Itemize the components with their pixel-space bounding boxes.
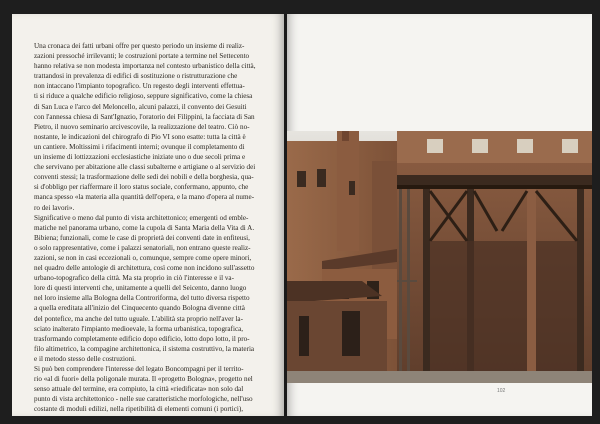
text-line: rio «al di fuori» della poligonale murata. Il «progetto Bologna», progetto nel — [34, 375, 253, 384]
text-line: Bibiena; funzionali, come le case di proprietà dei conventi date in enfiteusi, — [34, 233, 250, 242]
text-line: Significative o meno dal punto di vista architettonico; emergenti od emble- — [34, 213, 249, 222]
text-line: ti si riduce a qualche edificio religioso, seppure significativo, come la chiesa — [34, 92, 253, 101]
body-text — [34, 41, 272, 414]
text-line: senso attuale del termine, era compiuto, la città «riedificata» non solo dal — [34, 385, 244, 394]
photo-caption: 102 — [497, 388, 506, 394]
text-line: Una cronaca dei fatti urbani offre per questo periodo un insieme di realiz- — [34, 42, 245, 50]
text-line: un insieme di lottizzazioni ecclesiastiche iniziate uno o due secoli prima e — [34, 153, 246, 162]
text-line: urbano-topografico della città. Ma sta proprio in ciò l'interesse e il va- — [34, 274, 234, 283]
text-line: zazioni, se non in casi eccezionali o, comunque, sempre come opere minori, — [34, 253, 252, 262]
text-line: Pietro, il nuovo seminario arcivescovile, la realizzazione del teatro. Ciò no- — [34, 122, 250, 131]
text-line: manca spesso «la materia alla quantità dell'opera, e la mano d'opera al nume- — [34, 193, 255, 202]
text-line: Si può ben comprendere l'interesse del legato Boncompagni per il territo- — [34, 365, 244, 373]
text-line: che servivano per abitazione alle classi subalterne e artigiane o al servizio dei — [34, 163, 256, 172]
text-line: sciato inalterato l'impianto medioevale, la forma urbanistica, topografica, — [34, 324, 244, 333]
text-line: nel loro insieme alla Bologna della Controriforma, del tutto diversa rispetto — [34, 294, 250, 303]
text-line: o solo rappresentative, come i palazzi senatoriali, non entrano queste realiz- — [34, 243, 251, 252]
text-line: lore di questi interventi che, unitamente a quelli del Seicento, danno luogo — [34, 284, 247, 293]
text-line: si d'obbligo per riaffermare il loro status sociale, confermano, appunto, che — [34, 183, 249, 192]
text-line: del pontefice, ma anche del tutto uguale. L'abilità sta proprio nell'aver la- — [34, 314, 243, 323]
photo-historic-building-icon — [287, 131, 592, 383]
left-page — [12, 14, 284, 416]
text-line: un cantiere. Moltissimi i rifacimenti interni; ovunque il completamento di — [34, 142, 245, 151]
text-line: zazioni pressoché irrilevanti; le costruzioni portate a termine nel Settecento — [34, 52, 250, 61]
text-line: con l'annessa chiesa di Sant'Ignazio, l'oratorio dei Filippini, la facciata di San — [34, 112, 255, 121]
text-line: non intaccano l'impianto topografico. Un regesto degli interventi effettua- — [34, 82, 245, 91]
text-line: hanno relativa se non modesta importanza nel contesto urbanistico della città, — [34, 62, 256, 71]
text-line: trasformando completamente edificio dopo edificio, lotto dopo lotto, il pro- — [34, 334, 250, 343]
text-line: nel quadro delle antologie di architettura, così come non incidono sull'assetto — [34, 264, 255, 273]
text-line: costante di moduli edilizi, nella ripetibilità di elementi comuni (i portici), — [34, 405, 244, 414]
text-line: conventi stessi; la trasformazione delle sedi dei nobili e della borghesia, qua- — [34, 173, 254, 182]
text-line: trattandosi in prevalenza di edifici di sostituzione o ristrutturazione che — [34, 72, 238, 81]
text-line: nostante, le indicazioni del chirografo di Pio VI sono esatte: tutta la città è — [34, 132, 246, 141]
photo-historic-building — [287, 131, 592, 383]
right-page — [287, 14, 592, 416]
text-line: di San Luca e l'arco del Meloncello, alcuni palazzi, il convento dei Gesuiti — [34, 102, 247, 111]
text-line: punto di vista architettonico - nelle sue caratteristiche morfologiche, nell'uso — [34, 395, 253, 404]
text-line: filo altimetrico, la compagine architettonica, il sistema costruttivo, la materia — [34, 344, 255, 353]
text-line: ro dei lavori». — [34, 203, 75, 212]
book-spread — [12, 14, 592, 416]
text-line: matiche nel panorama urbano, come la cupola di Santa Maria della Vita di A. — [34, 223, 255, 232]
text-line: e il metodo stesso delle costruzioni. — [34, 354, 136, 363]
text-line: a quella ereditata all'inizio del Cinquecento quando Bologna divenne città — [34, 304, 245, 313]
